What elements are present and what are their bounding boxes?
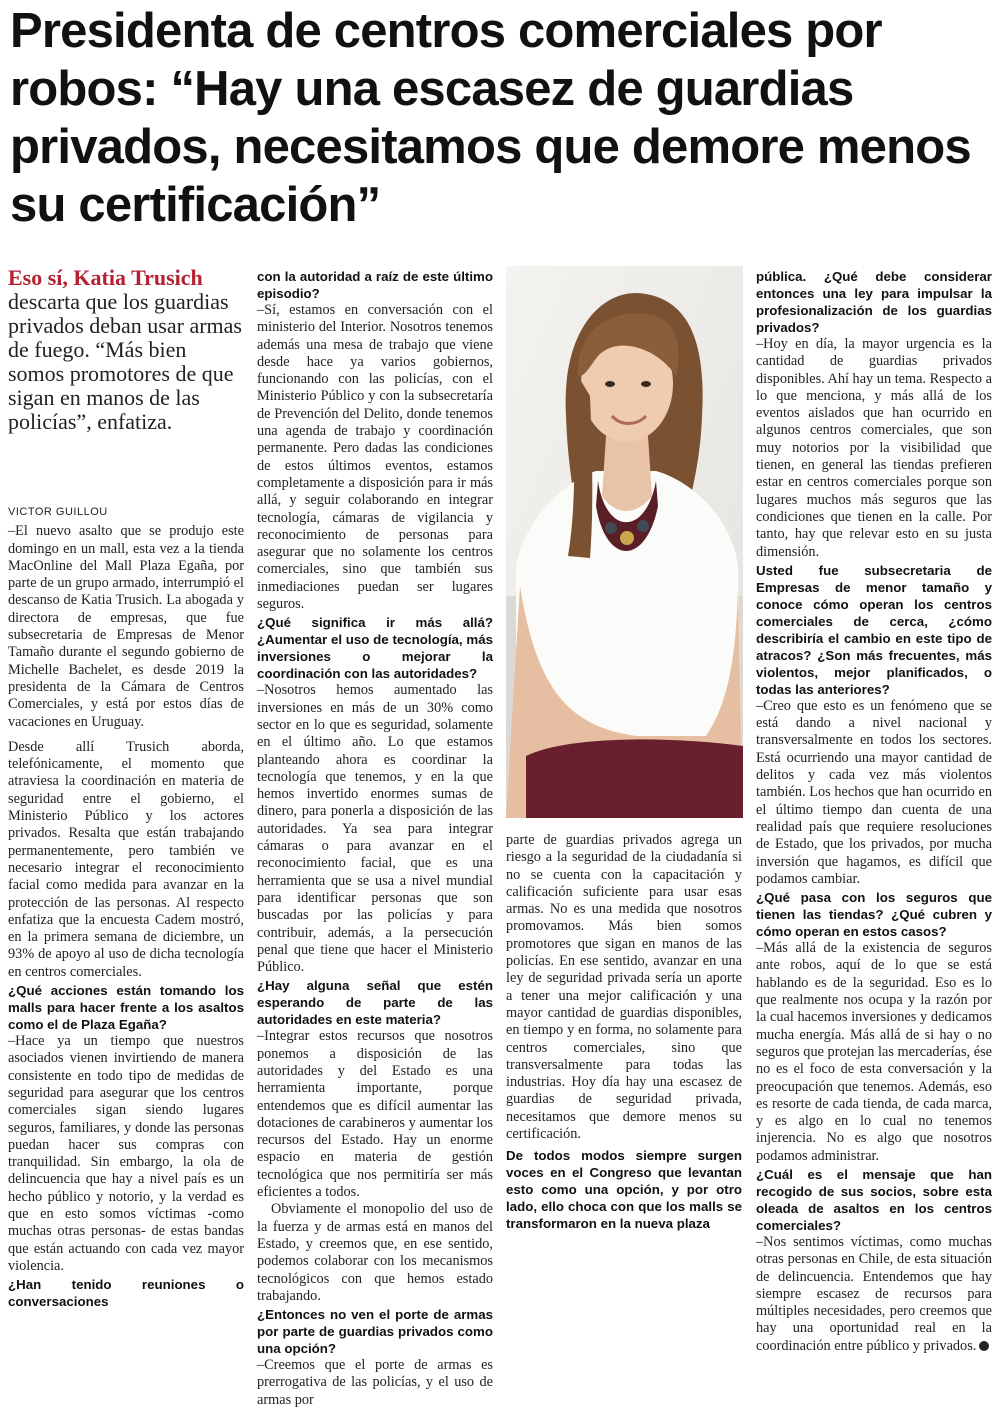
question: Usted fue subsecretaria de Empresas de menor tamaño y conoce cómo operan los centros comerciales de cerca, ¿cómo describiría el cambio en este tipo de atracos? ¿Son más frecuentes, más violentos, mejor planificados, o todas las anteriores? [756,562,992,697]
paragraph: –El nuevo asalto que se produjo este domingo en un mall, esta vez a la tienda MacOnline del Mall Plaza Egaña, por parte de un grupo armado, interrumpió el descanso de Katia Trusich. La abogada y directora de empresas, que fue subsecretaria de Empresas de Menor Tamaño durante el segundo gobierno de Michelle Bachelet, es desde 2019 la presidenta de la Cámara de Centros Comerciales, y está por estos días de vacaciones en Uruguay. [8,523,244,730]
question: ¿Qué acciones están tomando los malls para hacer frente a los asaltos como el de Plaza Egaña? [8,983,244,1033]
article-column-3 [506,832,742,1232]
article-column-4 [756,268,992,1355]
lead-kicker: Eso sí, Katia Trusich [8,265,203,290]
answer: –Más allá de la existencia de seguros ante robos, aquí de lo que se está hablando es de la seguridad. Eso es lo que realmente nos ocupa y la razón por la cual hacemos inversiones y dedicamos mucha energía. Más allá de si hay o no seguros que protejan las mercaderías, ése no es el foco de esta conversación y la preocupación que tenemos. Además, eso es resorte de cada tienda, de cada marca, y es algo en lo cual no tenemos injerencia. No es algo que nosotros podamos administrar. [756,940,992,1164]
answer: –Hace ya un tiempo que nuestros asociados vienen invirtiendo de manera consistente en todo tipo de medidas de seguridad para asegurar que los centros comerciales sigan siendo lugares seguros, familiares, y donde las personas puedan hacer sus compras con tranquilidad. Sin embargo, la ola de delincuencia que hay a nivel país es un hecho público y notorio, y la verdad es que en esto somos víctimas -como muchas otras personas- de estas bandas que están actuando con cada vez mayor violencia. [8,1033,244,1274]
end-mark-icon [979,1341,989,1351]
answer [756,1234,992,1355]
answer: –Hoy en día, la mayor urgencia es la cantidad de guardias privados disponibles. Ahí hay un tema. Respecto a lo que menciona, y más allá de los eventos aislados que han ocurrido en algunos centros comerciales, que son muy notorios por la visibilidad que tienen, en general las tiendas prefieren estar en centros comerciales porque son lugares muchos más seguros que las condiciones que tienen en la calle. Por tanto, hay que relevar esto en su justa dimensión. [756,336,992,560]
answer: –Sí, estamos en conversación con el ministerio del Interior. Nosotros tenemos además una mesa de trabajo que viene desde hace ya varios gobiernos, funcionando con las policías, con el Ministerio Público y con la subsecretaría de Prevención del Delito, donde tenemos una agenda de trabajo y coordinación permanente. Pero dadas las condiciones de estos últimos eventos, estamos completamente a disposición para ir más allá, y seguir colaborando en integrar tecnología, cámaras de vigilancia y reconocimiento de personas para asegurar que no solamente los centros comerciales, sino que también sus inmediaciones puedan ser lugares seguros. [257,302,493,613]
question: pública. ¿Qué debe considerar entonces una ley para impulsar la profesionalización de los guardias privados? [756,269,992,335]
article-headline: Presidenta de centros comerciales por robos: “Hay una escasez de guardias privados, necesitamos que demore menos su certificación” [10,4,971,232]
question: ¿Qué pasa con los seguros que tienen las tiendas? ¿Qué cubren y cómo operan en estos casos? [756,890,992,940]
question: ¿Han tenido reuniones o conversaciones [8,1277,244,1310]
byline: VICTOR GUILLOU [8,506,108,518]
answer: Obviamente el monopolio del uso de la fuerza y de armas está en manos del Estado, y creemos que, en ese sentido, podemos colaborar con los mecanismos tecnológicos con que hemos estado trabajando. [257,1201,493,1304]
answer: parte de guardias privados agrega un riesgo a la seguridad de la ciudadanía si no se cuenta con la capacitación y calificación suficiente para usar esas armas. No es una medida que nosotros promovamos. Más bien somos promotores que sigan en manos de las policías. En ese sentido, avanzar en una ley de seguridad privada sería un aporte a tener una mejor calificación y una mayor cantidad de guardias disponibles, en tiempo y en forma, no solamente para centros comerciales, sino que transversalmente para todas las industrias. Hoy día hay una escasez de guardias de seguridad privada, necesitamos que demore menos su certificación. [506,832,742,1143]
question: De todos modos siempre surgen voces en el Congreso que levantan esto como una opción, y por otro lado, ello choca con que los malls se transformaron en la nueva plaza [506,1148,742,1232]
question: con la autoridad a raíz de este último episodio? [257,269,493,301]
question: ¿Cuál es el mensaje que han recogido de sus socios, sobre esta oleada de asaltos en los centros comerciales? [756,1166,992,1233]
portrait-illustration [506,266,743,818]
question: ¿Entonces no ven el porte de armas por parte de guardias privados como una opción? [257,1307,493,1357]
lead-text: descarta que los guardias privados deban usar armas de fuego. “Más bien somos promotores de que sigan en manos de las policías”, enfatiza. [8,289,242,434]
answer: –Creo que esto es un fenómeno que se está dando a nivel nacional y transversalmente en todos los sectores. Está ocurriendo una mayor cantidad de delitos y cada vez más violentos también. Los hechos que han ocurrido en el último tiempo dan cuenta de una realidad país que requiere resoluciones de Estado, que los privados, por mucha inversión que hagamos, es difícil que podamos cambiar. [756,697,992,887]
question: ¿Hay alguna señal que estén esperando de parte de las autoridades en este materia? [257,978,493,1028]
answer: –Integrar estos recursos que nosotros ponemos a disposición de las autoridades y del Estado es una herramienta importante, porque entendemos que es difícil aumentar las dotaciones de carabineros y aumentar los recursos del Estado. Hay un enorme espacio en materia de gestión tecnológica que nos permitiría ser más eficientes a todos. [257,1028,493,1201]
answer: –Nosotros hemos aumentado las inversiones en más de un 30% como sector en lo que es seguridad, solamente en el último año. Lo que estamos planteando ahora es coordinar la tecnología que tenemos, y en la que hemos invertido enormes sumas de dinero, para ponerla a disposición de las autoridades. Ya sea para integrar cámaras o para avanzar en el reconocimiento facial, que es una herramienta que se usa a nivel mundial para identificar personas que son buscadas por las policías y para contribuir, además, a la persecución penal que tiene que hacer el Ministerio Público. [257,682,493,976]
answer-text: –Nos sentimos víctimas, como muchas otras personas en Chile, de esta situación de delincuencia. Entendemos que hay siempre escasez de recursos para múltiples necesidades, pero creemos que hay una oportunidad real en la coordinación entre público y privados. [756,1233,992,1354]
paragraph: Desde allí Trusich aborda, telefónicamente, el momento que atraviesa la coordinación en materia de seguridad entre el gobierno, el Ministerio Público y los actores privados. Resalta que están trabajando permanentemente, pero también ve necesario integrar el reconocimiento facial como medida para avanzar en la protección de las personas. Al respecto enfatiza que la encuesta Cadem mostró, en la primera semana de diciembre, un 93% de apoyo al uso de dicha tecnología en centros comerciales. [8,738,244,980]
article-column-2 [257,268,493,1409]
article-column-1 [8,504,244,1310]
portrait-photo [506,266,743,818]
answer: –Creemos que el porte de armas es prerrogativa de las policías, y el uso de armas por [257,1357,493,1408]
question: ¿Qué significa ir más allá? ¿Aumentar el uso de tecnología, más inversiones o mejorar la coordinación con las autoridades? [257,615,493,682]
lead-paragraph [8,266,244,434]
